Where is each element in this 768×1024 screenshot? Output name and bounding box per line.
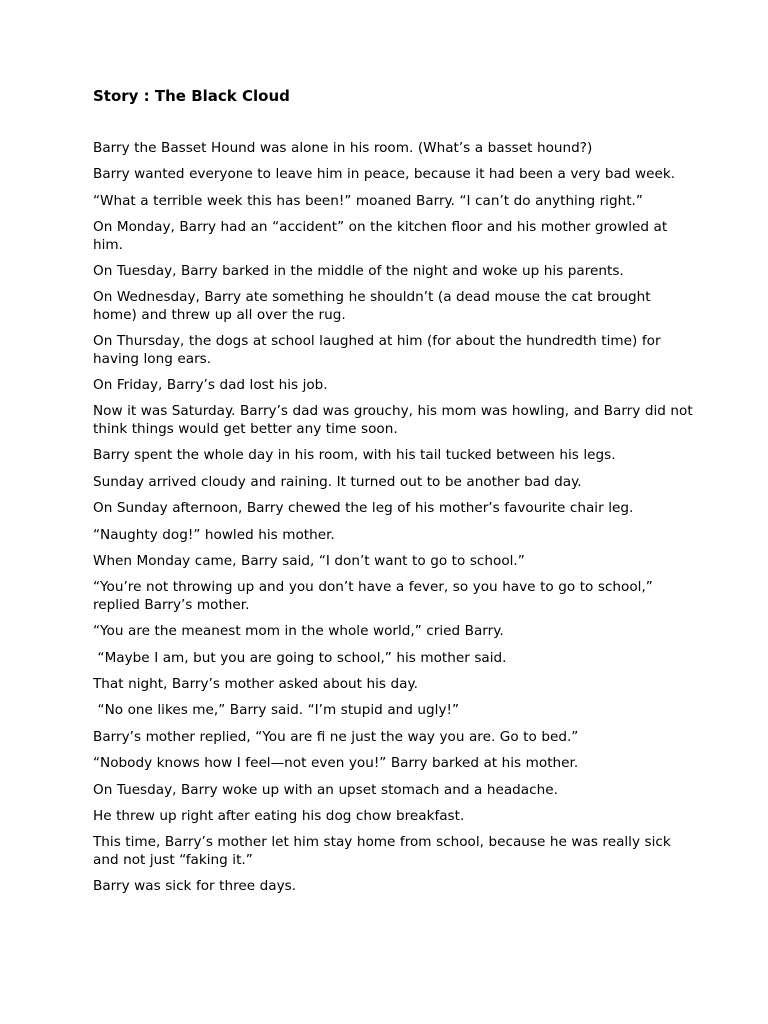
paragraph: On Monday, Barry had an “accident” on the kitchen floor and his mother growled at him. [93,219,672,253]
document-page [93,86,698,905]
paragraph: Barry’s mother replied, “You are ﬁ ne just the way you are. Go to bed.” [93,728,579,745]
paragraph: “Naughty dog!” howled his mother. [93,526,335,543]
paragraph: This time, Barry’s mother let him stay home from school, because he was really sick and not just “faking it.” [93,834,676,868]
paragraph: “No one likes me,” Barry said. “I’m stupid and ugly!” [93,702,459,719]
paragraph: Sunday arrived cloudy and raining. It turned out to be another bad day. [93,473,582,490]
paragraph: On Tuesday, Barry barked in the middle of the night and woke up his parents. [93,263,624,280]
paragraph: “You’re not throwing up and you don’t have a fever, so you have to go to school,” replied Barry’s mother. [93,579,658,613]
paragraph: “What a terrible week this has been!” moaned Barry. “I can’t do anything right.” [93,192,643,209]
paragraph: Barry was sick for three days. [93,878,297,895]
paragraph: Barry the Basset Hound was alone in his room. (What’s a basset hound?) [93,140,593,156]
paragraph: “Nobody knows how I feel—not even you!” Barry barked at his mother. [93,755,579,772]
paragraph: That night, Barry’s mother asked about his day. [93,675,418,692]
paragraph: Now it was Saturday. Barry’s dad was grouchy, his mom was howling, and Barry did not think things would get better any time soon. [93,403,698,437]
paragraph: “You are the meanest mom in the whole world,” cried Barry. [93,623,504,640]
paragraph: On Friday, Barry’s dad lost his job. [93,377,328,394]
paragraph: “Maybe I am, but you are going to school,” his mother said. [93,649,507,666]
paragraph: Barry wanted everyone to leave him in peace, because it had been a very bad week. [93,166,676,183]
paragraph: He threw up right after eating his dog chow breakfast. [93,807,465,824]
story-title: Story : The Black Cloud [93,87,290,105]
paragraph: On Thursday, the dogs at school laughed at him (for about the hundredth time) for having long ears. [93,333,666,367]
paragraph: Barry spent the whole day in his room, with his tail tucked between his legs. [93,447,616,464]
paragraph: On Sunday afternoon, Barry chewed the leg of his mother’s favourite chair leg. [93,500,634,517]
paragraph: When Monday came, Barry said, “I don’t want to go to school.” [93,552,525,569]
paragraph: On Tuesday, Barry woke up with an upset stomach and a headache. [93,781,558,798]
paragraph: On Wednesday, Barry ate something he shouldn’t (a dead mouse the cat brought home) and threw up all over the rug. [93,289,656,323]
story-body [93,140,698,896]
